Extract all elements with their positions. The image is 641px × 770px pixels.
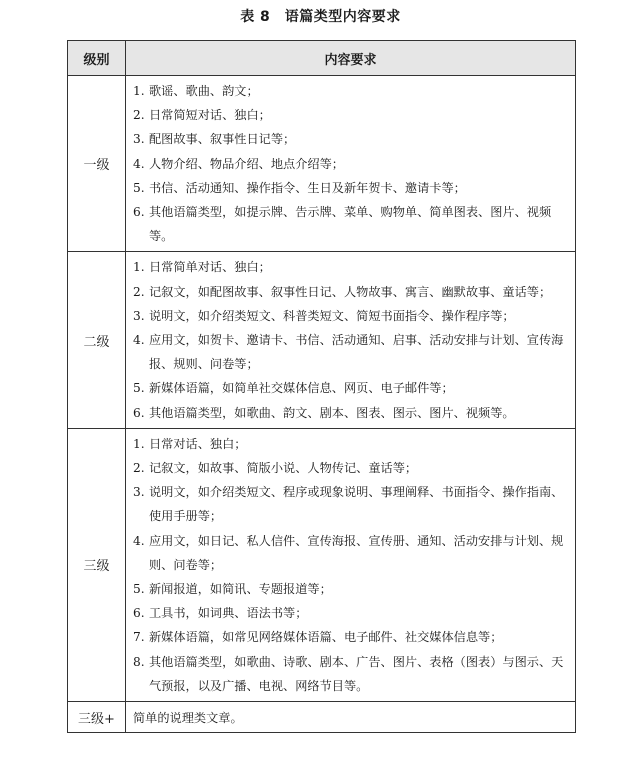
- list-item: [133, 456, 569, 480]
- item-text: 歌谣、歌曲、韵文；: [149, 84, 259, 98]
- item-text: 其他语篇类型，如提示牌、告示牌、菜单、购物单、简单图表、图片、视频等。: [149, 205, 552, 244]
- item-text: 记叙文，如配图故事、叙事性日记、人物故事、寓言、幽默故事、童话等；: [149, 284, 552, 299]
- item-text: 书信、活动通知、操作指令、生日及新年贺卡、邀请卡等；: [149, 180, 466, 195]
- list-item: [133, 176, 569, 200]
- item-number: 4.: [133, 533, 145, 548]
- content-cell: 简单的说理类文章。: [126, 702, 576, 733]
- item-number: 1.: [133, 436, 145, 451]
- item-number: 4.: [133, 156, 145, 171]
- item-number: 8.: [133, 654, 145, 669]
- table-title: 表 8 语篇类型内容要求: [240, 9, 401, 25]
- item-text: 说明文，如介绍类短文、程序或现象说明、事理阐释、书面指令、操作指南、使用手册等；: [149, 485, 564, 524]
- item-text: 配图故事、叙事性日记等；: [149, 132, 296, 147]
- list-item: [133, 328, 569, 376]
- level-cell: 三级: [68, 428, 126, 701]
- content-cell: [126, 76, 576, 252]
- item-number: 5.: [133, 381, 145, 396]
- item-text: 其他语篇类型，如歌曲、韵文、剧本、图表、图示、图片、视频等。: [149, 405, 515, 420]
- item-number: 6.: [133, 205, 145, 220]
- list-item: [133, 200, 569, 248]
- content-cell: [126, 252, 576, 428]
- list-item: [133, 152, 569, 176]
- list-item: [133, 650, 569, 698]
- level-cell: 三级+: [68, 702, 126, 733]
- level-cell: 一级: [68, 76, 126, 252]
- list-item: [133, 280, 569, 304]
- item-text: 人物介绍、物品介绍、地点介绍等；: [149, 156, 344, 171]
- item-text: 日常对话、独白；: [149, 436, 247, 451]
- list-item: [133, 625, 569, 649]
- item-number: 1.: [133, 84, 145, 98]
- item-text: 日常简短对话、独白；: [149, 108, 271, 123]
- item-text: 工具书，如词典、语法书等；: [149, 606, 308, 621]
- list-item: [133, 376, 569, 400]
- content-requirements-table: [67, 40, 576, 733]
- item-number: 4.: [133, 333, 145, 348]
- item-number: 2.: [133, 108, 145, 123]
- item-text: 应用文，如日记、私人信件、宣传海报、宣传册、通知、活动安排与计划、规则、问卷等；: [149, 533, 564, 572]
- item-number: 2.: [133, 461, 145, 476]
- header-level: 级别: [68, 41, 126, 76]
- list-item: [133, 432, 569, 456]
- item-text: 新媒体语篇，如简单社交媒体信息、网页、电子邮件等；: [149, 381, 454, 396]
- level-cell: 二级: [68, 252, 126, 428]
- list-item: [133, 529, 569, 577]
- item-number: 3.: [133, 308, 145, 323]
- item-text: 应用文，如贺卡、邀请卡、书信、活动通知、启事、活动安排与计划、宣传海报、规则、问卷等；: [149, 333, 564, 372]
- item-number: 6.: [133, 606, 145, 621]
- item-text: 新闻报道，如简讯、专题报道等；: [149, 582, 332, 597]
- item-text: 说明文，如介绍类短文、科普类短文、简短书面指令、操作程序等；: [149, 308, 515, 323]
- table-row: [68, 76, 576, 252]
- item-number: 3.: [133, 132, 145, 147]
- item-number: 5.: [133, 180, 145, 195]
- list-item: [133, 127, 569, 151]
- item-number: 5.: [133, 582, 145, 597]
- table-row: [68, 428, 576, 701]
- content-cell: [126, 428, 576, 701]
- table-header-row: [68, 41, 576, 76]
- list-item: [133, 480, 569, 528]
- header-content: 内容要求: [126, 41, 576, 76]
- list-item: [133, 401, 569, 425]
- item-number: 2.: [133, 284, 145, 299]
- list-item: [133, 304, 569, 328]
- item-number: 6.: [133, 405, 145, 420]
- item-number: 7.: [133, 630, 145, 645]
- list-item: [133, 255, 569, 279]
- table-row: [68, 252, 576, 428]
- list-item: [133, 601, 569, 625]
- list-item: [133, 577, 569, 601]
- list-item: [133, 103, 569, 127]
- item-text: 记叙文，如故事、简版小说、人物传记、童话等；: [149, 461, 418, 476]
- list-item: [133, 79, 569, 103]
- item-number: 1.: [133, 260, 145, 275]
- item-text: 日常简单对话、独白；: [149, 260, 271, 275]
- item-text: 其他语篇类型，如歌曲、诗歌、剧本、广告、图片、表格（图表）与图示、天气预报，以及广播、电视、网络节目等。: [149, 654, 564, 693]
- item-text: 新媒体语篇，如常见网络媒体语篇、电子邮件、社交媒体信息等；: [149, 630, 503, 645]
- item-number: 3.: [133, 485, 145, 500]
- table-row: [68, 702, 576, 733]
